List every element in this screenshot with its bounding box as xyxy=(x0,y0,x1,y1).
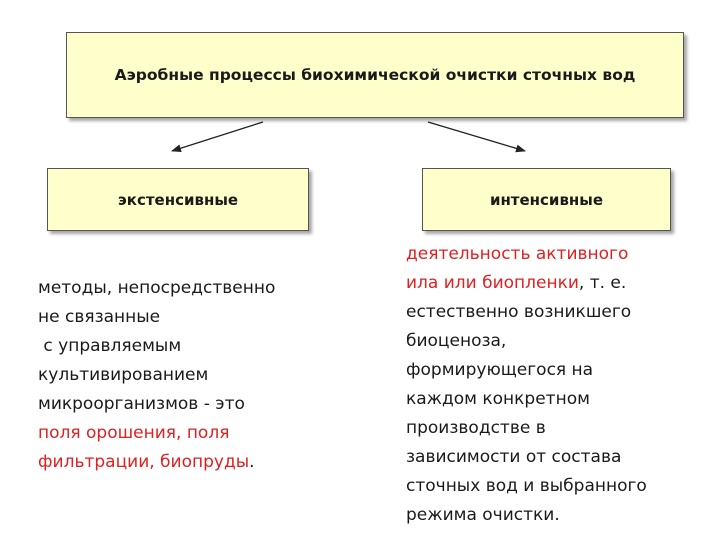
text-run: сточных вод и выбранного xyxy=(406,476,647,496)
text-run: не связанные xyxy=(38,307,161,327)
extensive-box xyxy=(47,168,309,231)
extensive-text-line xyxy=(38,303,275,332)
intensive-text-line xyxy=(406,240,647,269)
intensive-box xyxy=(422,168,671,231)
extensive-text-line xyxy=(38,274,275,303)
intensive-text-line xyxy=(406,385,647,414)
extensive-text-line xyxy=(38,361,275,390)
highlighted-text: деятельность активного xyxy=(406,244,629,264)
text-run: производстве в xyxy=(406,418,546,438)
text-run: культивированием xyxy=(38,365,209,385)
extensive-text-line xyxy=(38,390,275,419)
highlighted-text: фильтрации, биопруды xyxy=(38,452,250,472)
text-run: каждом конкретном xyxy=(406,389,590,409)
text-run: зависимости от состава xyxy=(406,447,622,467)
arrow-to-intensive xyxy=(428,122,525,151)
extensive-description xyxy=(38,274,275,477)
highlighted-text: поля орошения, поля xyxy=(38,423,230,443)
text-run: методы, непосредственно xyxy=(38,278,276,298)
intensive-text-line xyxy=(406,327,647,356)
intensive-text-line xyxy=(406,501,647,530)
text-run: с управляемым xyxy=(38,336,182,356)
text-run: , т. е. xyxy=(578,273,627,293)
arrow-to-extensive xyxy=(172,122,263,151)
extensive-text-line xyxy=(38,419,275,448)
text-run: . xyxy=(249,452,255,472)
intensive-text-line xyxy=(406,414,647,443)
highlighted-text: ила или биопленки xyxy=(406,273,579,293)
intensive-text-line xyxy=(406,472,647,501)
extensive-text-line xyxy=(38,448,275,477)
extensive-label: экстенсивные xyxy=(117,190,239,209)
text-run: режима очистки. xyxy=(406,505,560,525)
intensive-description xyxy=(406,240,647,530)
intensive-label: интенсивные xyxy=(489,190,604,209)
diagram-title: Аэробные процессы биохимической очистки сточных вод xyxy=(114,66,636,84)
intensive-text-line xyxy=(406,356,647,385)
text-run: микроорганизмов - это xyxy=(38,394,245,414)
text-run: естественно возникшего xyxy=(406,302,632,322)
title-box xyxy=(66,32,684,118)
text-run: формирующегося на xyxy=(406,360,594,380)
text-run: биоценоза, xyxy=(406,331,507,351)
intensive-text-line xyxy=(406,443,647,472)
intensive-text-line xyxy=(406,298,647,327)
extensive-text-line xyxy=(38,332,275,361)
intensive-text-line xyxy=(406,269,647,298)
